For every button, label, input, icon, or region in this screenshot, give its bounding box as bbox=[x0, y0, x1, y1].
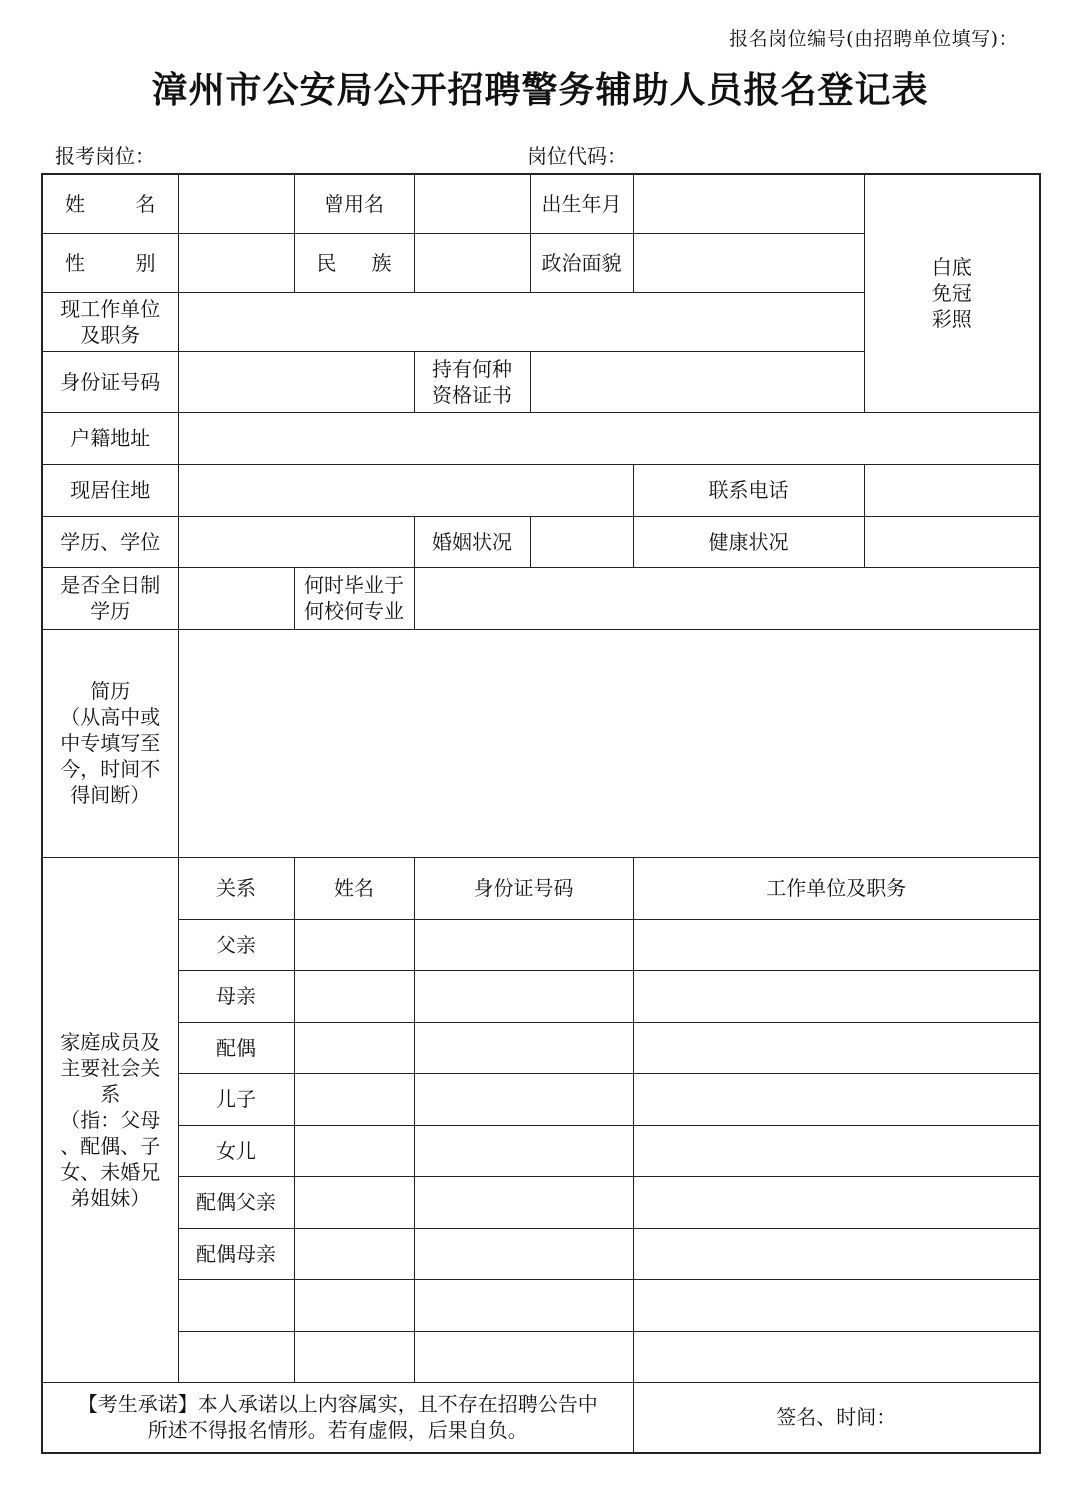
family-relation[interactable] bbox=[178, 1279, 294, 1331]
row-fulltime bbox=[42, 567, 1040, 629]
residence-value[interactable] bbox=[178, 464, 633, 516]
family-work-cell[interactable] bbox=[633, 1073, 1040, 1125]
family-col-name: 姓名 bbox=[294, 857, 414, 919]
graduation-label: 何时毕业于 何校何专业 bbox=[294, 567, 414, 629]
position-number-note: 报名岗位编号(由招聘单位填写)： bbox=[729, 28, 1018, 50]
family-relation[interactable] bbox=[178, 1331, 294, 1382]
family-relation: 父亲 bbox=[178, 919, 294, 970]
gender-label: 性 别 bbox=[42, 233, 178, 292]
phone-value[interactable] bbox=[864, 464, 1040, 516]
political-value[interactable] bbox=[633, 233, 864, 292]
fulltime-label: 是否全日制 学历 bbox=[42, 567, 178, 629]
family-row bbox=[42, 1331, 1040, 1382]
row-name bbox=[42, 174, 1040, 233]
family-header-row bbox=[42, 857, 1040, 919]
family-work-cell[interactable] bbox=[633, 1176, 1040, 1228]
household-label: 户籍地址 bbox=[42, 412, 178, 464]
family-relation: 配偶父亲 bbox=[178, 1176, 294, 1228]
resume-value[interactable] bbox=[178, 629, 1040, 857]
pledge-title: 【考生承诺】 bbox=[77, 1392, 198, 1417]
graduation-value[interactable] bbox=[414, 567, 1040, 629]
applied-position-label: 报考岗位： bbox=[55, 144, 155, 168]
signature-field[interactable] bbox=[633, 1382, 1040, 1453]
phone-label: 联系电话 bbox=[633, 464, 864, 516]
gender-value[interactable] bbox=[178, 233, 294, 292]
family-row bbox=[42, 1125, 1040, 1176]
health-value[interactable] bbox=[864, 516, 1040, 567]
political-label: 政治面貌 bbox=[530, 233, 633, 292]
family-name-cell[interactable] bbox=[294, 1125, 414, 1176]
id-number-label: 身份证号码 bbox=[42, 351, 178, 412]
family-row bbox=[42, 970, 1040, 1022]
former-name-value[interactable] bbox=[414, 174, 530, 233]
id-number-value[interactable] bbox=[178, 351, 414, 412]
family-work-cell[interactable] bbox=[633, 970, 1040, 1022]
certificate-value[interactable] bbox=[530, 351, 864, 412]
family-work-cell[interactable] bbox=[633, 1022, 1040, 1073]
family-id-cell[interactable] bbox=[414, 1279, 633, 1331]
family-id-cell[interactable] bbox=[414, 1125, 633, 1176]
family-col-relation: 关系 bbox=[178, 857, 294, 919]
education-value[interactable] bbox=[178, 516, 414, 567]
family-relation: 女儿 bbox=[178, 1125, 294, 1176]
former-name-label: 曾用名 bbox=[294, 174, 414, 233]
pledge-text bbox=[42, 1382, 633, 1453]
family-relation: 配偶 bbox=[178, 1022, 294, 1073]
birth-label: 出生年月 bbox=[530, 174, 633, 233]
family-name-cell[interactable] bbox=[294, 1073, 414, 1125]
family-name-cell[interactable] bbox=[294, 919, 414, 970]
row-residence bbox=[42, 464, 1040, 516]
ethnicity-value[interactable] bbox=[414, 233, 530, 292]
family-id-cell[interactable] bbox=[414, 1228, 633, 1279]
signature-label: 签名、时间： bbox=[776, 1405, 897, 1430]
birth-value[interactable] bbox=[633, 174, 864, 233]
family-id-cell[interactable] bbox=[414, 1331, 633, 1382]
page-title: 漳州市公安局公开招聘警务辅助人员报名登记表 bbox=[151, 69, 929, 111]
ethnicity-label: 民 族 bbox=[294, 233, 414, 292]
row-resume bbox=[42, 629, 1040, 857]
household-value[interactable] bbox=[178, 412, 1040, 464]
family-id-cell[interactable] bbox=[414, 919, 633, 970]
education-label: 学历、学位 bbox=[42, 516, 178, 567]
family-work-cell[interactable] bbox=[633, 1279, 1040, 1331]
family-row bbox=[42, 1022, 1040, 1073]
family-id-cell[interactable] bbox=[414, 1176, 633, 1228]
marriage-value[interactable] bbox=[530, 516, 633, 567]
family-work-cell[interactable] bbox=[633, 1228, 1040, 1279]
fulltime-value[interactable] bbox=[178, 567, 294, 629]
family-row bbox=[42, 1279, 1040, 1331]
family-row bbox=[42, 1073, 1040, 1125]
resume-label: 简历 （从高中或 中专填写至 今，时间不 得间断） bbox=[42, 629, 178, 857]
family-row bbox=[42, 1176, 1040, 1228]
registration-form-table bbox=[41, 173, 1041, 1454]
family-row bbox=[42, 1228, 1040, 1279]
position-code-label: 岗位代码： bbox=[527, 144, 627, 168]
family-work-cell[interactable] bbox=[633, 1125, 1040, 1176]
family-name-cell[interactable] bbox=[294, 1176, 414, 1228]
family-name-cell[interactable] bbox=[294, 1331, 414, 1382]
family-name-cell[interactable] bbox=[294, 970, 414, 1022]
family-name-cell[interactable] bbox=[294, 1022, 414, 1073]
family-work-cell[interactable] bbox=[633, 1331, 1040, 1382]
work-unit-value[interactable] bbox=[178, 292, 864, 351]
family-relation: 儿子 bbox=[178, 1073, 294, 1125]
health-label: 健康状况 bbox=[633, 516, 864, 567]
photo-box[interactable]: 白底 免冠 彩照 bbox=[864, 174, 1040, 412]
name-value[interactable] bbox=[178, 174, 294, 233]
row-household bbox=[42, 412, 1040, 464]
family-relation: 配偶母亲 bbox=[178, 1228, 294, 1279]
pledge-line1: 本人承诺以上内容属实，且不存在招聘公告中 bbox=[197, 1392, 598, 1417]
family-work-cell[interactable] bbox=[633, 919, 1040, 970]
family-name-cell[interactable] bbox=[294, 1279, 414, 1331]
family-col-work: 工作单位及职务 bbox=[633, 857, 1040, 919]
family-col-id: 身份证号码 bbox=[414, 857, 633, 919]
pledge-row bbox=[42, 1382, 1040, 1453]
family-name-cell[interactable] bbox=[294, 1228, 414, 1279]
family-section-label: 家庭成员及 主要社会关 系 （指：父母 、配偶、子 女、未婚兄 弟姐妹） bbox=[42, 857, 178, 1382]
family-relation: 母亲 bbox=[178, 970, 294, 1022]
work-unit-label: 现工作单位 及职务 bbox=[42, 292, 178, 351]
name-label: 姓 名 bbox=[42, 174, 178, 233]
family-row bbox=[42, 919, 1040, 970]
family-id-cell[interactable] bbox=[414, 970, 633, 1022]
pledge-line2: 所述不得报名情形。若有虚假，后果自负。 bbox=[147, 1418, 528, 1443]
row-education bbox=[42, 516, 1040, 567]
family-id-cell[interactable] bbox=[414, 1022, 633, 1073]
marriage-label: 婚姻状况 bbox=[414, 516, 530, 567]
family-id-cell[interactable] bbox=[414, 1073, 633, 1125]
residence-label: 现居住地 bbox=[42, 464, 178, 516]
certificate-label: 持有何种 资格证书 bbox=[414, 351, 530, 412]
